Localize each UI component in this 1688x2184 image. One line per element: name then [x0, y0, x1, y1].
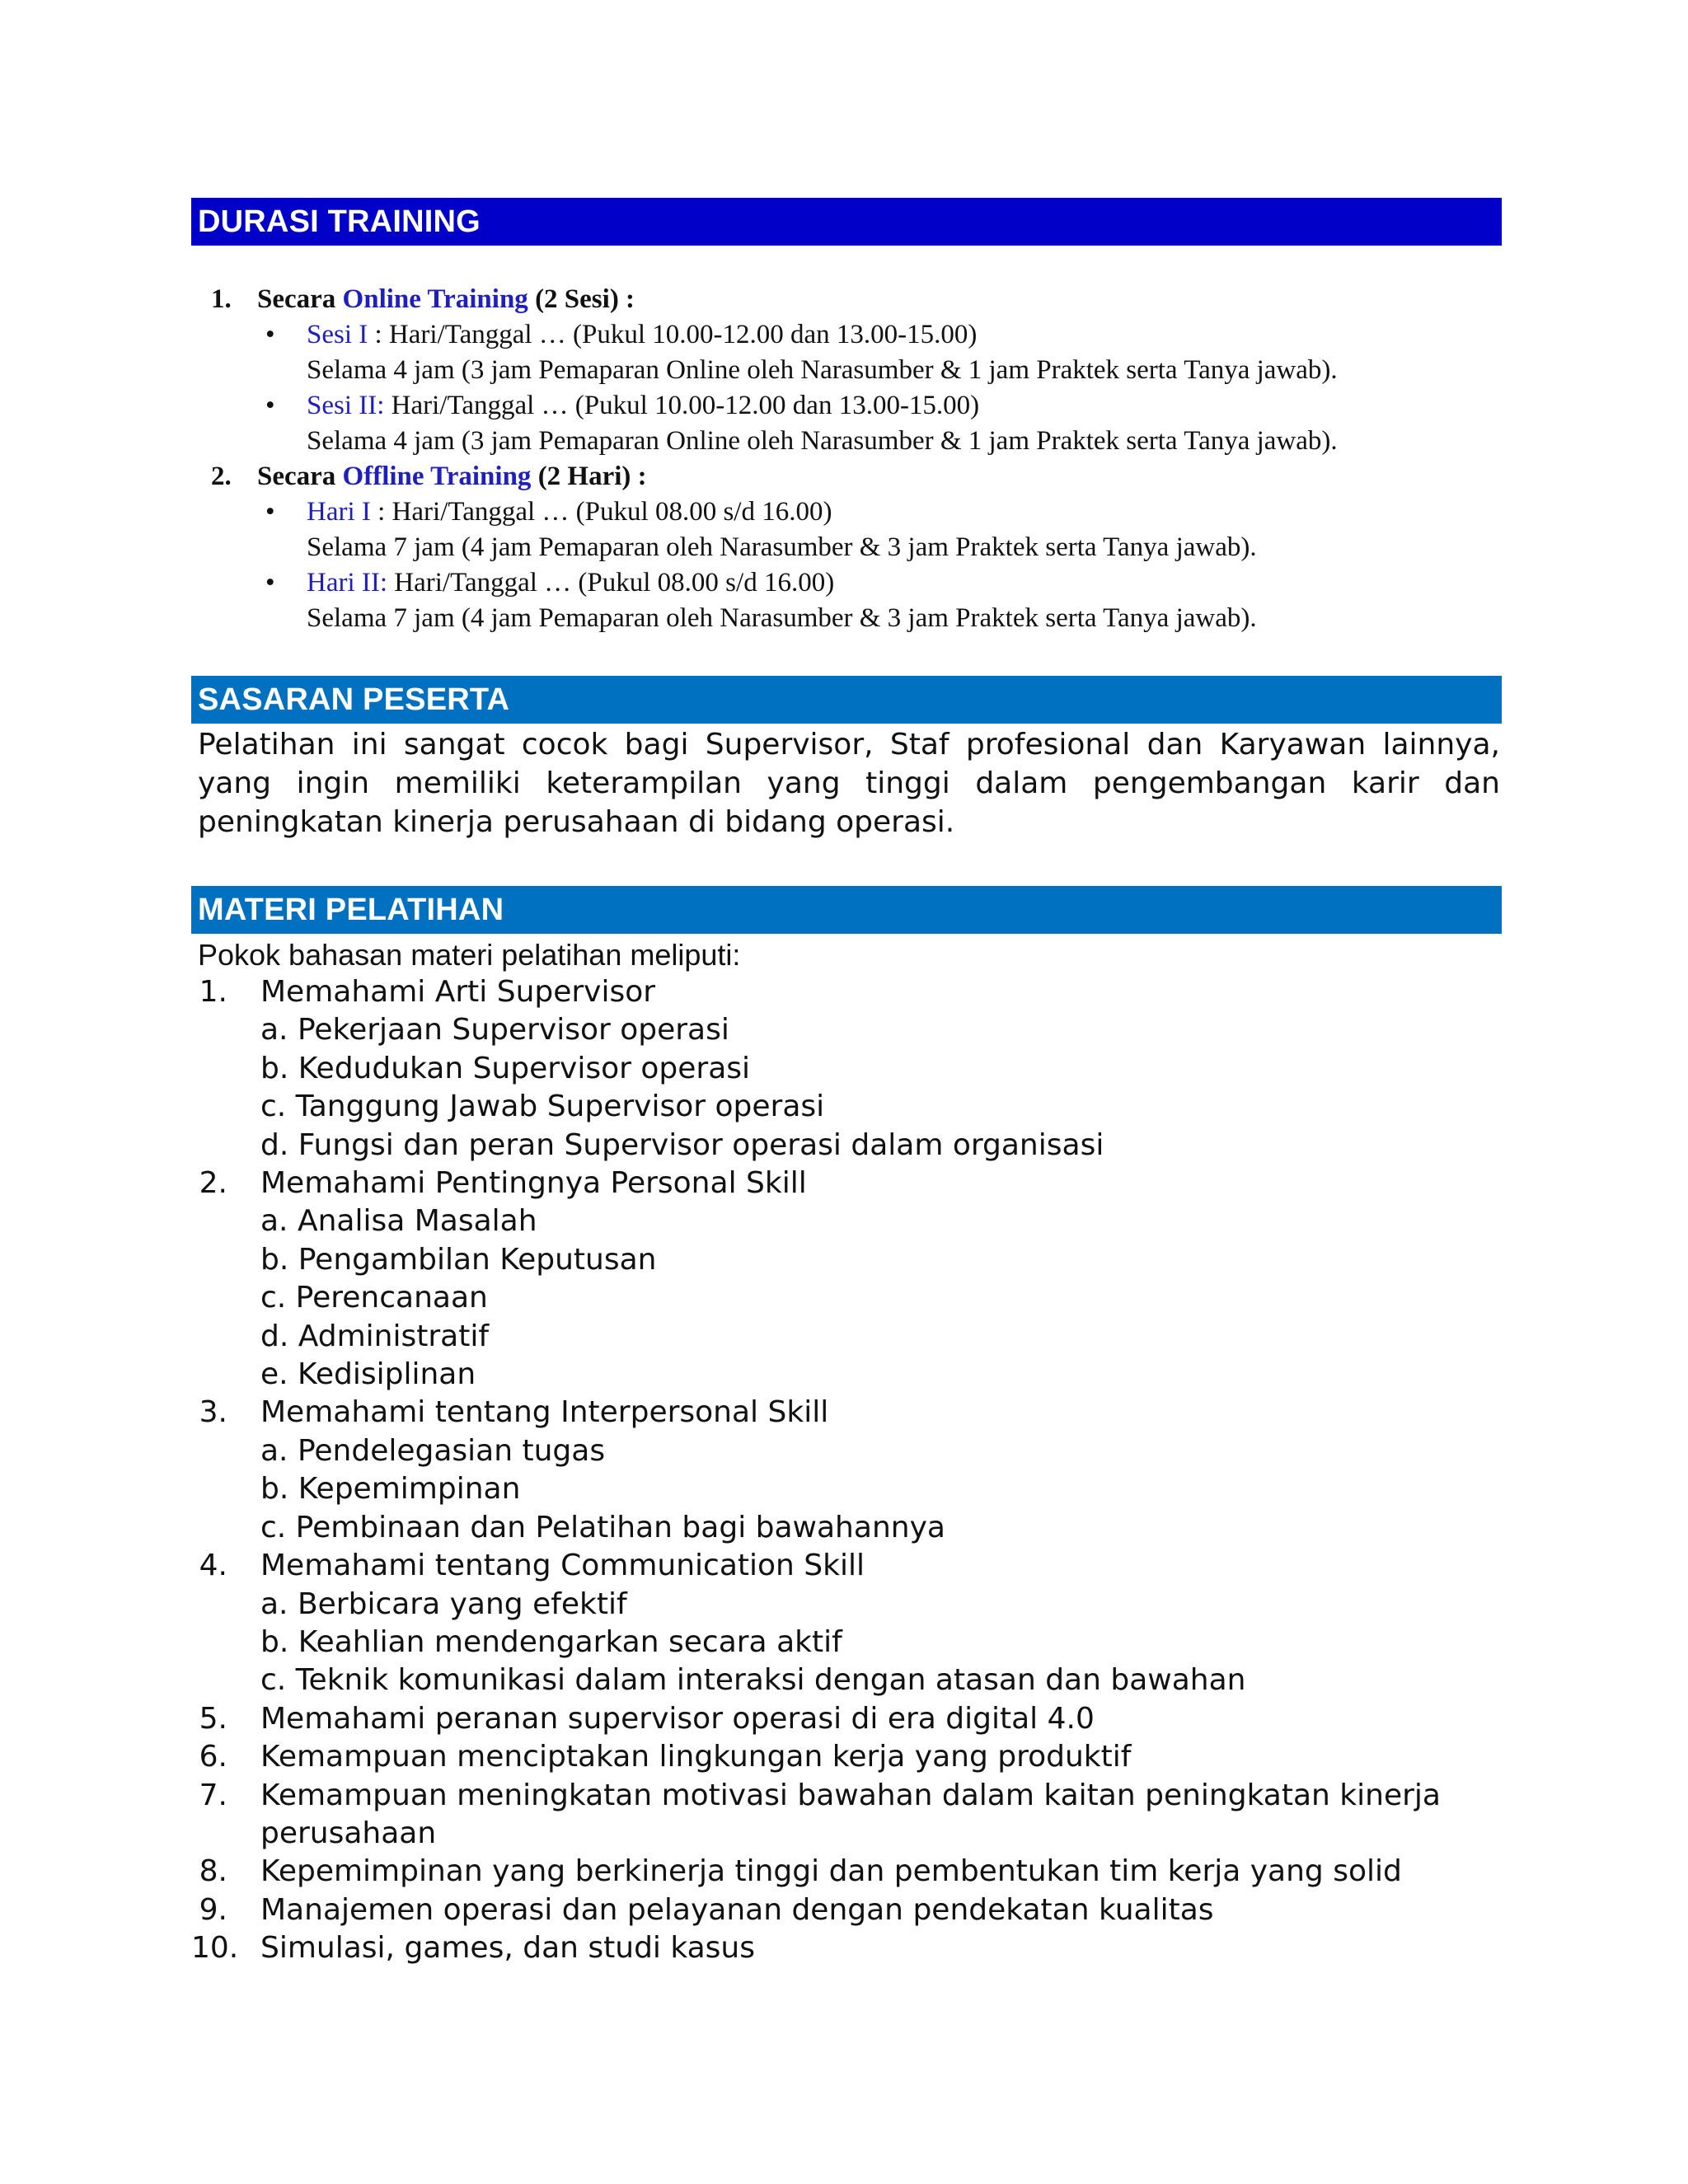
durasi-bullet-detail: Selama 7 jam (4 jam Pemaparan oleh Narasumber & 3 jam Praktek serta Tanya jawab).	[307, 532, 1257, 562]
durasi-item-highlight: Offline Training	[342, 462, 532, 491]
materi-sub-item: b. Pengambilan Keputusan	[260, 1242, 657, 1277]
durasi-bullet-label: Hari I	[307, 497, 371, 527]
materi-item-number: 8.	[199, 1854, 227, 1889]
materi-item-number: 3.	[199, 1395, 227, 1430]
durasi-bullet-label: Sesi I	[307, 320, 368, 349]
durasi-training-list	[191, 282, 1502, 636]
materi-sub-item: c. Perencanaan	[260, 1281, 488, 1315]
materi-item-number: 4.	[199, 1549, 227, 1583]
document-page	[191, 198, 1502, 1968]
durasi-bullet-detail: Selama 4 jam (3 jam Pemaparan Online oleh Narasumber & 1 jam Praktek serta Tanya jawab).	[307, 426, 1338, 456]
durasi-bullet-detail: Selama 7 jam (4 jam Pemaparan oleh Narasumber & 3 jam Praktek serta Tanya jawab).	[307, 603, 1257, 633]
materi-item-text: Manajemen operasi dan pelayanan dengan pendekatan kualitas	[260, 1892, 1214, 1927]
materi-sub-item: b. Kepemimpinan	[260, 1472, 521, 1507]
materi-item	[191, 1700, 1502, 1738]
durasi-item-suffix: (2 Hari) :	[531, 462, 647, 491]
durasi-item-number: 1.	[211, 284, 232, 314]
durasi-item-prefix: Secara	[257, 284, 343, 314]
materi-item	[191, 1547, 1502, 1585]
materi-item-text: Memahami Pentingnya Personal Skill	[260, 1166, 807, 1201]
durasi-bullet-text: : Hari/Tanggal … (Pukul 10.00-12.00 dan 13.00-15.00)	[368, 320, 978, 349]
durasi-bullet-sesi-2	[191, 388, 1502, 424]
materi-item-number: 9.	[199, 1892, 227, 1927]
bullet-dot-icon: •	[265, 391, 275, 420]
durasi-item-suffix: (2 Sesi) :	[528, 284, 635, 314]
materi-sub-item: d. Administratif	[260, 1319, 489, 1353]
durasi-bullet-text: Hari/Tanggal … (Pukul 10.00-12.00 dan 13.00-15.00)	[384, 391, 980, 420]
durasi-item-number: 2.	[211, 462, 232, 491]
durasi-bullet-hari-1	[191, 494, 1502, 530]
durasi-bullet-text: : Hari/Tanggal … (Pukul 08.00 s/d 16.00)	[370, 497, 832, 527]
durasi-item-online	[191, 282, 1502, 317]
materi-intro: Pokok bahasan materi pelatihan meliputi:	[198, 938, 741, 972]
materi-pelatihan-title: MATERI PELATIHAN	[198, 893, 504, 927]
materi-item	[191, 1777, 1502, 1854]
materi-item-text: Memahami tentang Interpersonal Skill	[260, 1395, 829, 1430]
materi-sub-item: c. Teknik komunikasi dalam interaksi dengan atasan dan bawahan	[260, 1663, 1246, 1698]
materi-sub-item: d. Fungsi dan peran Supervisor operasi dalam organisasi	[260, 1127, 1104, 1162]
materi-item	[191, 973, 1502, 1011]
materi-item	[191, 1853, 1502, 1891]
materi-item-text: Kemampuan meningkatan motivasi bawahan dalam kaitan peningkatan kinerja perusahaan	[260, 1778, 1441, 1850]
materi-sub-item: a. Pendelegasian tugas	[260, 1433, 606, 1468]
bullet-dot-icon: •	[265, 320, 275, 349]
materi-item-number: 6.	[199, 1740, 227, 1774]
materi-item-text: Memahami Arti Supervisor	[260, 975, 656, 1009]
durasi-item-highlight: Online Training	[342, 284, 528, 314]
materi-item-number: 1.	[199, 975, 227, 1009]
materi-item	[191, 1165, 1502, 1202]
materi-item-number: 10.	[191, 1931, 239, 1966]
materi-sub-item: b. Kedudukan Supervisor operasi	[260, 1051, 751, 1085]
durasi-bullet-hari-2	[191, 565, 1502, 601]
durasi-training-header	[191, 198, 1502, 246]
materi-item-text: Kemampuan menciptakan lingkungan kerja yang produktif	[260, 1740, 1132, 1774]
durasi-item-prefix: Secara	[257, 462, 343, 491]
bullet-dot-icon: •	[265, 497, 275, 527]
materi-item-number: 7.	[199, 1778, 227, 1812]
bullet-dot-icon: •	[265, 568, 275, 598]
durasi-training-title: DURASI TRAINING	[198, 204, 481, 239]
materi-sub-item: c. Pembinaan dan Pelatihan bagi bawahannya	[260, 1510, 945, 1544]
durasi-bullet-sesi-1	[191, 317, 1502, 353]
durasi-bullet-label: Hari II:	[307, 568, 388, 598]
materi-sub-item: c. Tanggung Jawab Supervisor operasi	[260, 1090, 825, 1124]
materi-item-text: Memahami peranan supervisor operasi di era digital 4.0	[260, 1701, 1095, 1736]
sasaran-peserta-header	[191, 676, 1502, 724]
materi-item-text: Kepemimpinan yang berkinerja tinggi dan pembentukan tim kerja yang solid	[260, 1854, 1402, 1889]
materi-item-text: Simulasi, games, dan studi kasus	[260, 1931, 755, 1966]
materi-sub-item: a. Berbicara yang efektif	[260, 1586, 627, 1621]
durasi-item-offline	[191, 459, 1502, 494]
durasi-bullet-label: Sesi II:	[307, 391, 385, 420]
materi-item	[191, 1394, 1502, 1432]
materi-sub-item: e. Kedisiplinan	[260, 1357, 476, 1392]
materi-item-number: 2.	[199, 1166, 227, 1201]
sasaran-peserta-title: SASARAN PESERTA	[198, 682, 510, 717]
durasi-bullet-text: Hari/Tanggal … (Pukul 08.00 s/d 16.00)	[387, 568, 835, 598]
materi-sub-item: b. Keahlian mendengarkan secara aktif	[260, 1624, 842, 1659]
materi-pelatihan-header	[191, 886, 1502, 934]
materi-item	[191, 1929, 1502, 1967]
materi-sub-item: a. Pekerjaan Supervisor operasi	[260, 1013, 729, 1047]
materi-item	[191, 1891, 1502, 1929]
durasi-bullet-detail: Selama 4 jam (3 jam Pemaparan Online oleh Narasumber & 1 jam Praktek serta Tanya jawab).	[307, 355, 1338, 385]
materi-item	[191, 1738, 1502, 1776]
materi-item-number: 5.	[199, 1701, 227, 1736]
sasaran-peserta-text: Pelatihan ini sangat cocok bagi Supervisor, Staf profesional dan Karyawan lainnya, yang ingin memiliki keterampilan yang tinggi dalam pengembangan karir dan peningkatan kinerja perusahaan di bidang operasi.	[198, 728, 1500, 839]
materi-sub-item: a. Analisa Masalah	[260, 1204, 537, 1239]
materi-list	[191, 973, 1502, 1968]
materi-item-text: Memahami tentang Communication Skill	[260, 1549, 865, 1583]
